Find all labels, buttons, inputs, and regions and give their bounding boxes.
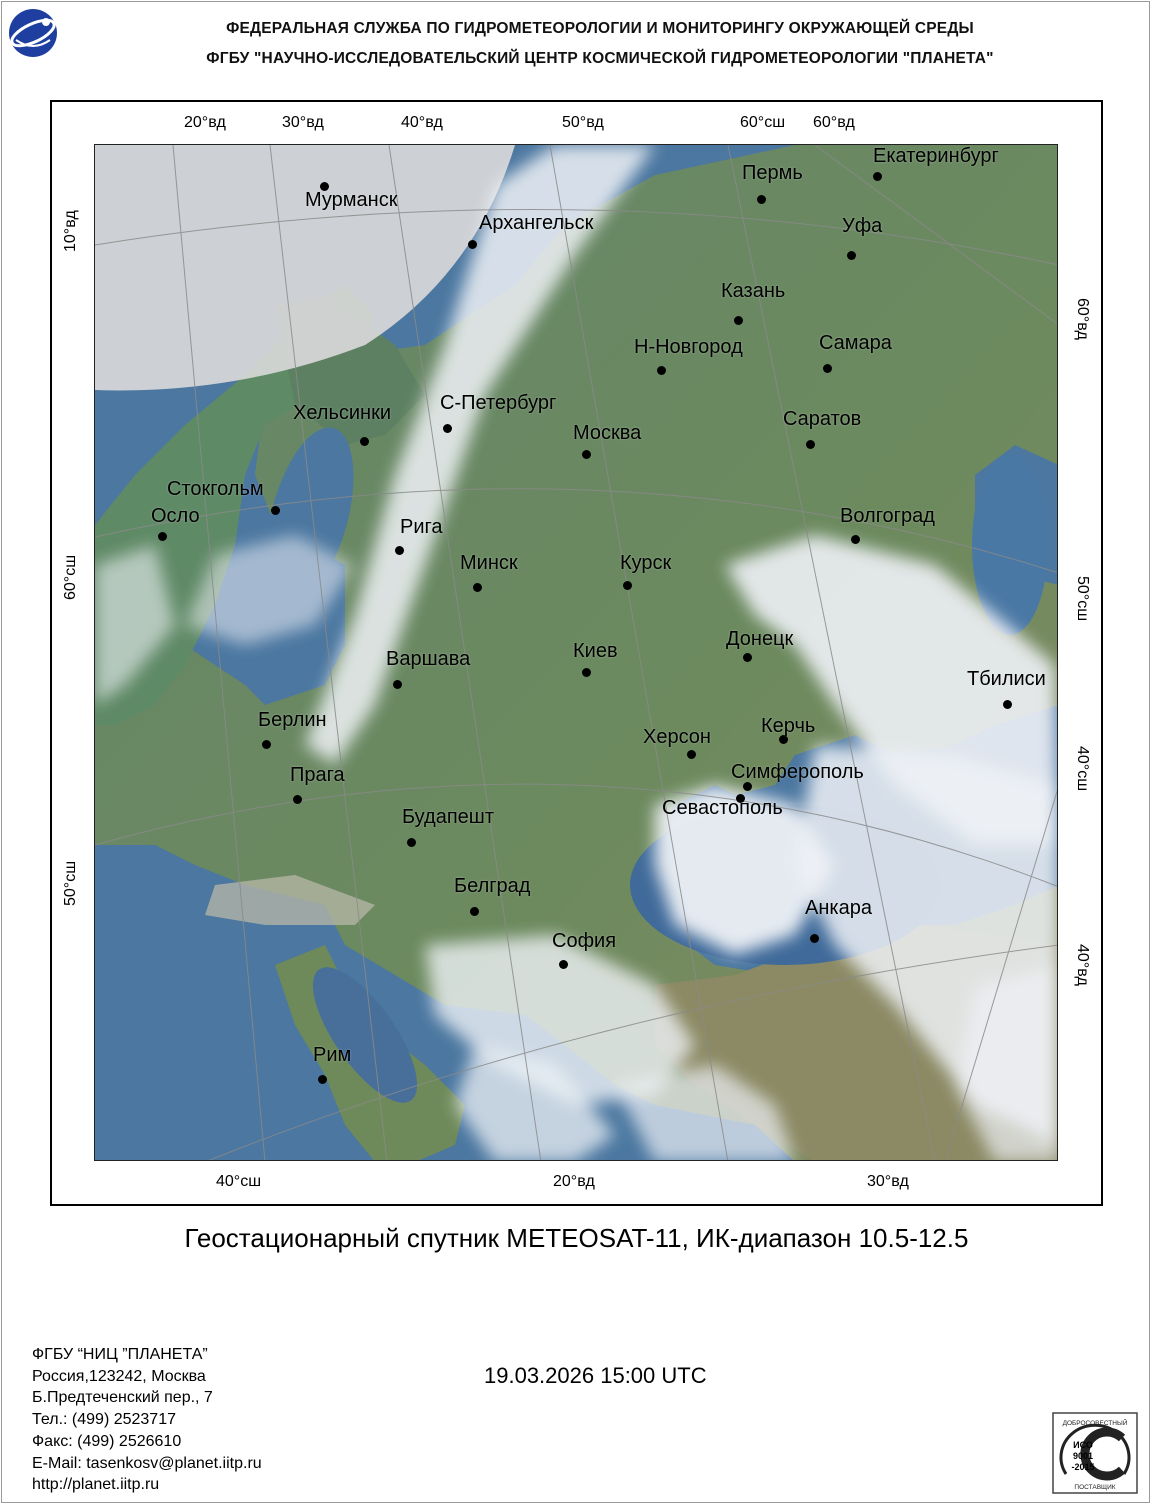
city-dot-samara <box>823 364 832 373</box>
top-label-40e: 40°вд <box>401 114 443 131</box>
city-name-ufa: Уфа <box>842 215 883 237</box>
city-dot-minsk <box>473 583 482 592</box>
iso-line-3: -2015 <box>1071 1462 1095 1472</box>
city-name-arkhangelsk: Архангельск <box>479 212 594 234</box>
contact-phone: Тел.: (499) 2523717 <box>32 1411 176 1429</box>
city-name-ankara: Анкара <box>805 897 872 919</box>
city-dot-nnovgorod <box>657 366 666 375</box>
city-name-warsaw: Варшава <box>386 648 471 670</box>
city-dot-rome <box>318 1075 327 1084</box>
top-label-30e: 30°вд <box>282 114 324 131</box>
iso-bottom-text: ПОСТАВЩИК <box>1074 1484 1116 1491</box>
contact-fax: Факс: (499) 2526610 <box>32 1432 182 1450</box>
city-name-murmansk: Мурманск <box>305 189 398 211</box>
city-name-simferopol: Симферополь <box>731 761 864 783</box>
left-label-10e: 10°вд <box>62 210 79 252</box>
iso-certification-badge-icon <box>1052 1412 1138 1494</box>
city-name-nnovgorod: Н-Новгород <box>634 336 743 358</box>
city-dot-budapest <box>407 838 416 847</box>
city-dot-stockholm <box>271 506 280 515</box>
top-label-20e: 20°вд <box>184 114 226 131</box>
city-dot-yekaterinburg <box>873 172 882 181</box>
city-dot-warsaw <box>393 680 402 689</box>
city-dot-kherson <box>687 750 696 759</box>
planeta-logo-icon <box>6 6 60 60</box>
contact-org: ФГБУ “НИЦ ”ПЛАНЕТА” <box>32 1346 208 1363</box>
right-label-50n: 50°сш <box>1074 576 1091 622</box>
city-name-prague: Прага <box>290 764 345 786</box>
city-name-sofia: София <box>552 930 617 952</box>
bottom-label-30e: 30°вд <box>867 1173 909 1190</box>
city-name-kazan: Казань <box>721 280 786 302</box>
top-label-50e: 50°вд <box>562 114 604 131</box>
city-name-perm: Пермь <box>742 162 803 184</box>
city-dot-volgograd <box>851 535 860 544</box>
city-name-kyiv: Киев <box>573 640 618 662</box>
left-label-60n: 60°сш <box>62 554 79 600</box>
city-name-budapest: Будапешт <box>402 806 494 828</box>
city-name-belgrade: Белград <box>454 875 531 897</box>
city-dot-spb <box>443 424 452 433</box>
city-dot-ufa <box>847 251 856 260</box>
city-name-kerch: Керчь <box>761 715 816 737</box>
city-name-samara: Самара <box>819 332 892 354</box>
city-dot-saratov <box>806 440 815 449</box>
city-name-stockholm: Стокгольм <box>167 478 264 500</box>
city-name-volgograd: Волгоград <box>840 505 935 527</box>
city-dot-oslo <box>158 532 167 541</box>
header-institute: ФГБУ "НАУЧНО-ИССЛЕДОВАТЕЛЬСКИЙ ЦЕНТР КОСМИЧЕСКОЙ ГИДРОМЕТЕОРОЛОГИИ "ПЛАНЕТА" <box>206 50 994 67</box>
city-dot-sofia <box>559 960 568 969</box>
city-dot-kursk <box>623 581 632 590</box>
city-name-moscow: Москва <box>573 422 642 444</box>
city-dot-ankara <box>810 934 819 943</box>
city-dot-riga <box>395 546 404 555</box>
city-dot-kyiv <box>582 668 591 677</box>
right-label-60e: 60°вд <box>1074 298 1091 340</box>
city-name-sevastopol: Севастополь <box>662 797 783 819</box>
contact-website[interactable]: http://planet.iitp.ru <box>32 1476 160 1494</box>
top-label-60n: 60°сш <box>740 114 786 131</box>
iso-line-1: ИСО <box>1073 1440 1093 1450</box>
contact-address-2: Б.Предтеченский пер., 7 <box>32 1389 213 1407</box>
iso-line-2: 9001 <box>1072 1451 1094 1461</box>
city-name-oslo: Осло <box>151 505 200 527</box>
iso-top-text: ДОБРОСОВЕСТНЫЙ <box>1062 1420 1128 1427</box>
bottom-label-40n: 40°сш <box>216 1173 262 1190</box>
contact-email[interactable]: E-Mail: tasenkosv@planet.iitp.ru <box>32 1454 262 1472</box>
city-name-berlin: Берлин <box>258 709 327 731</box>
contact-address-1: Россия,123242, Москва <box>32 1367 206 1385</box>
image-caption: Геостационарный спутник METEOSAT-11, ИК-диапазон 10.5-12.5 <box>184 1223 969 1253</box>
city-dot-moscow <box>582 450 591 459</box>
city-name-rome: Рим <box>313 1044 352 1066</box>
city-name-riga: Рига <box>400 516 443 538</box>
city-name-helsinki: Хельсинки <box>293 402 392 424</box>
top-label-60e: 60°вд <box>813 114 855 131</box>
city-name-yekaterinburg: Екатеринбург <box>873 145 999 167</box>
city-name-tbilisi: Тбилиси <box>967 668 1046 690</box>
city-dot-helsinki <box>360 437 369 446</box>
city-name-minsk: Минск <box>460 552 518 574</box>
city-name-saratov: Саратов <box>783 408 862 430</box>
city-name-spb: С-Петербург <box>440 392 557 414</box>
bottom-label-20e: 20°вд <box>553 1173 595 1190</box>
header-agency: ФЕДЕРАЛЬНАЯ СЛУЖБА ПО ГИДРОМЕТЕОРОЛОГИИ И МОНИТОРИНГУ ОКРУЖАЮЩЕЙ СРЕДЫ <box>226 20 974 37</box>
left-label-50n: 50°сш <box>62 860 79 906</box>
city-dot-belgrade <box>470 907 479 916</box>
city-name-kherson: Херсон <box>643 726 711 748</box>
city-dot-arkhangelsk <box>468 240 477 249</box>
contact-block <box>32 1344 262 1496</box>
right-label-40e: 40°вд <box>1074 944 1091 986</box>
observation-datetime: 19.03.2026 15:00 UTC <box>484 1363 707 1388</box>
city-dot-tbilisi <box>1003 700 1012 709</box>
city-dot-berlin <box>262 740 271 749</box>
right-label-40n: 40°сш <box>1074 746 1091 792</box>
city-dot-donetsk <box>743 653 752 662</box>
city-dot-kazan <box>734 316 743 325</box>
city-dot-prague <box>293 795 302 804</box>
city-name-donetsk: Донецк <box>726 628 794 650</box>
city-name-kursk: Курск <box>620 552 672 574</box>
city-dot-perm <box>757 195 766 204</box>
